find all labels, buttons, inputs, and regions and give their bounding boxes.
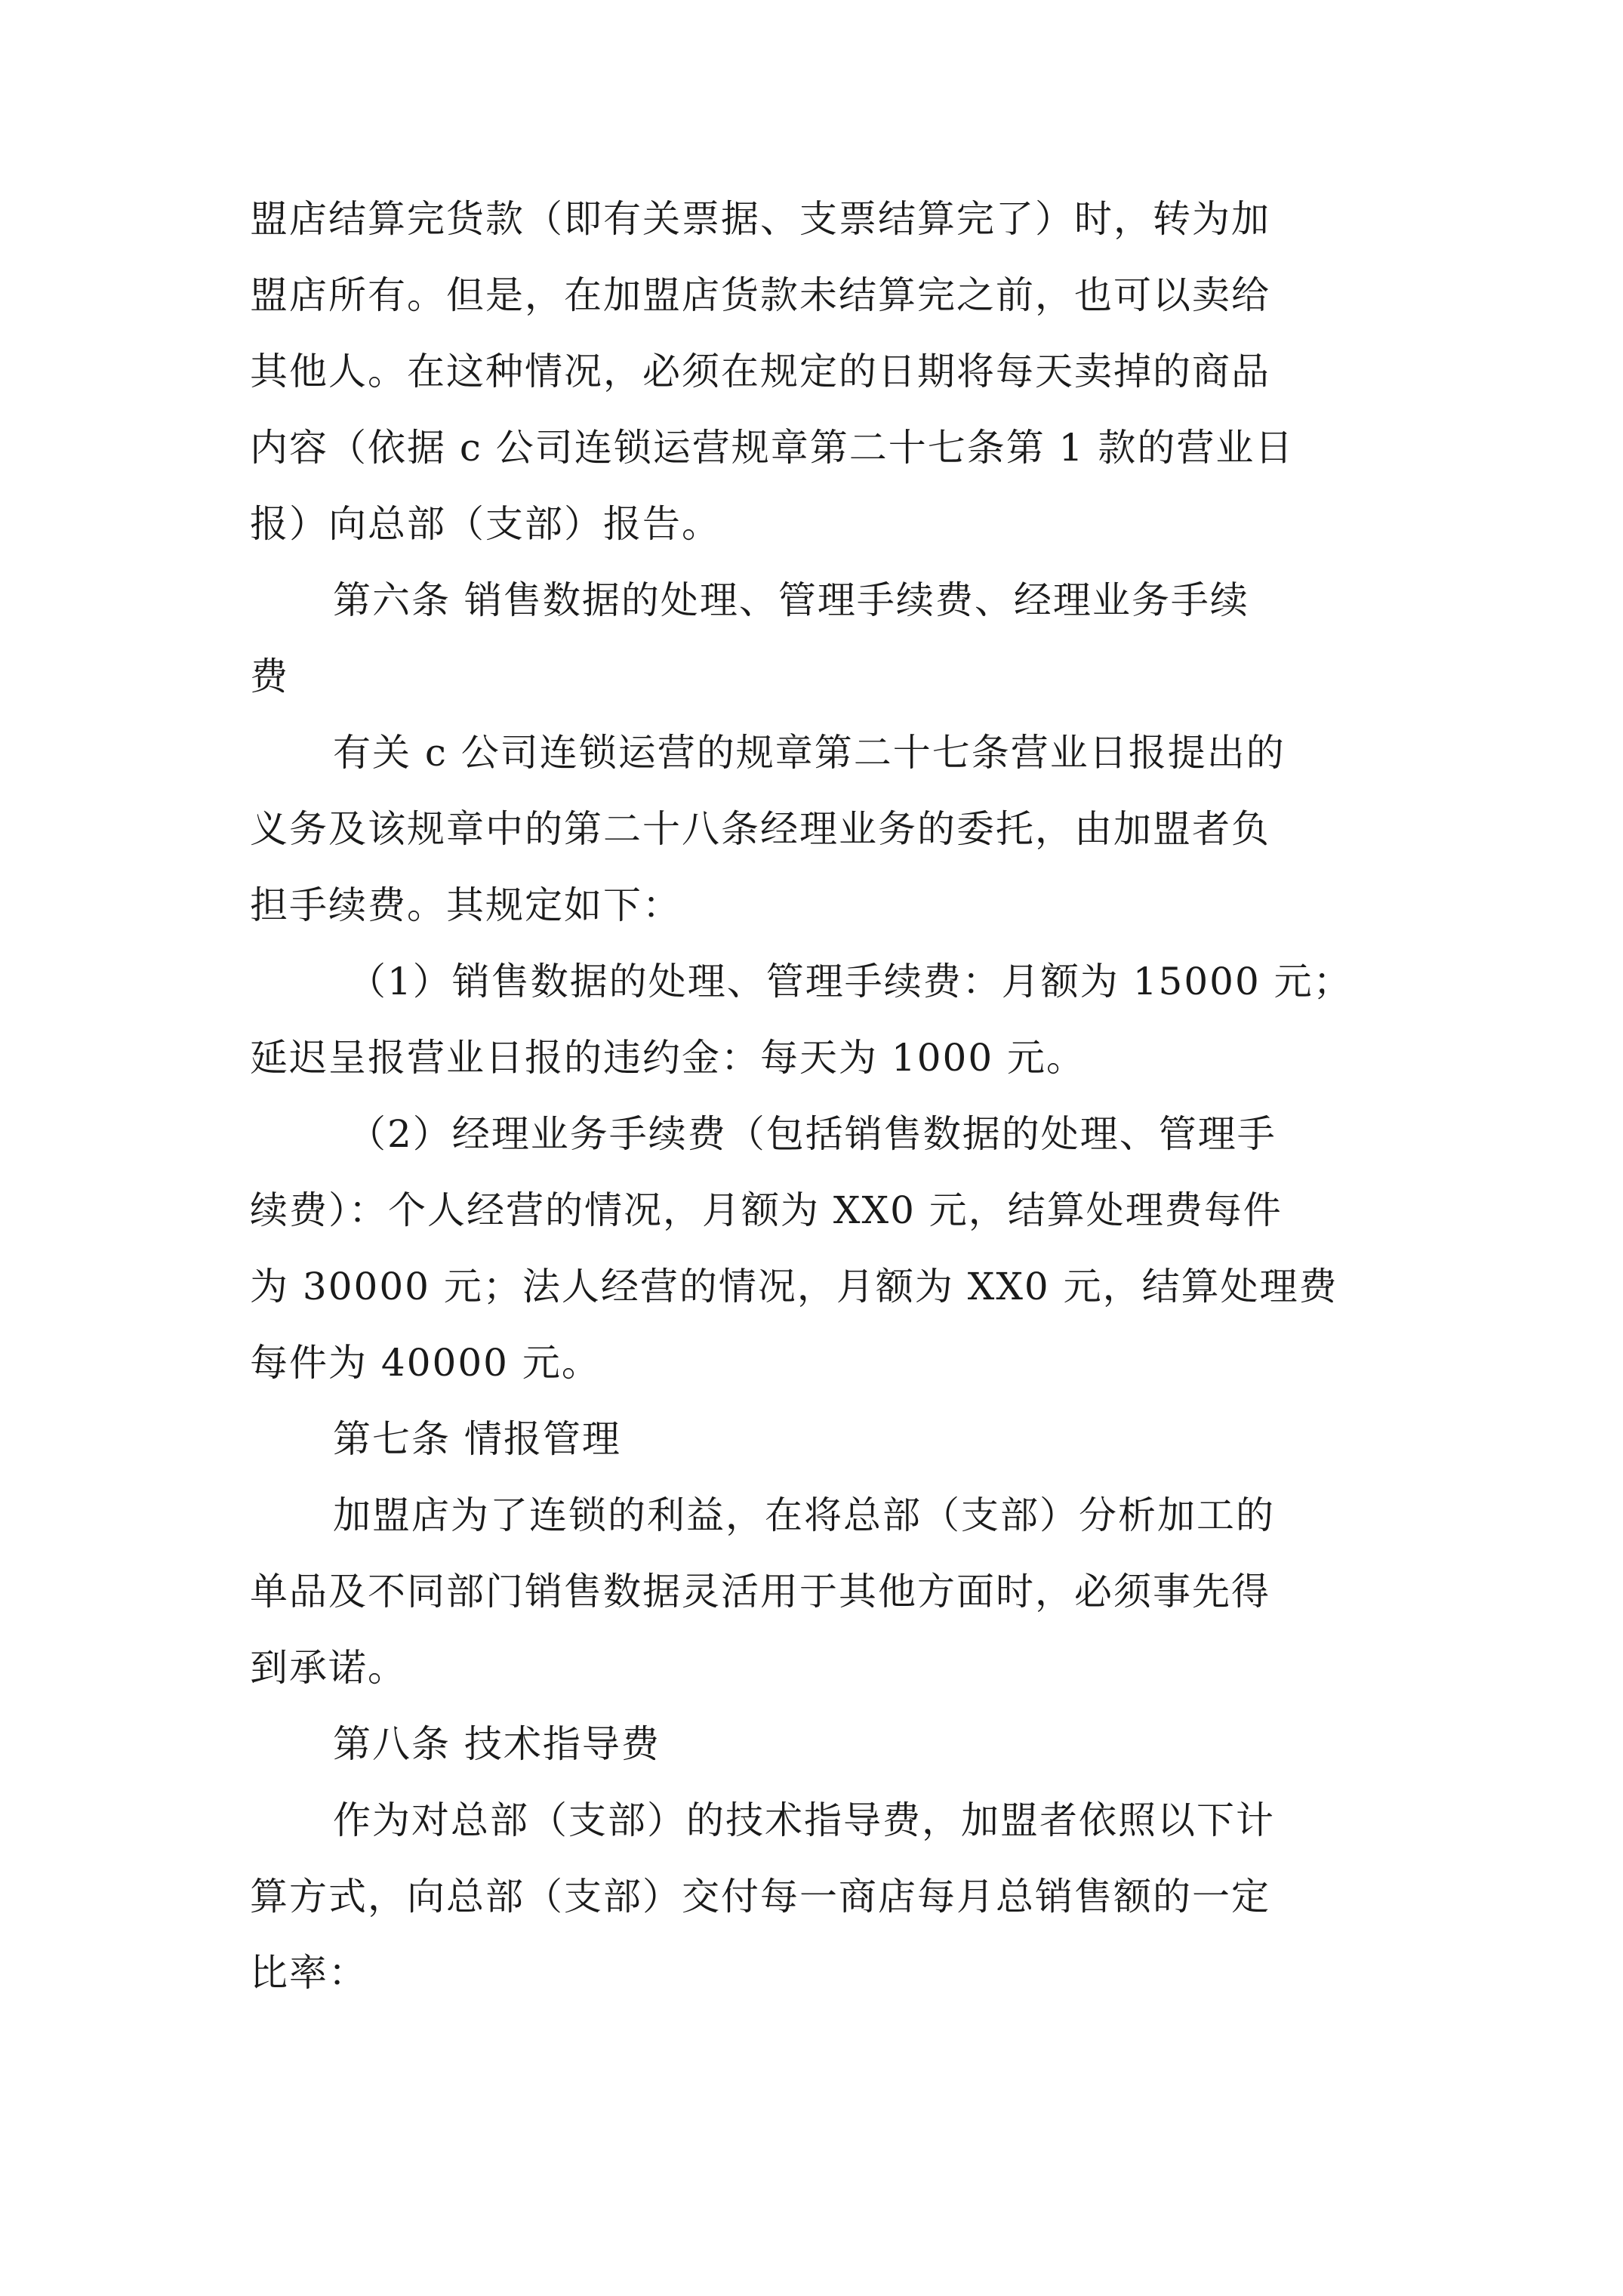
text-line: 内容（依据 c 公司连锁运营规章第二十七条第 1 款的营业日	[250, 426, 1295, 470]
text-line: 担手续费。其规定如下：	[250, 883, 682, 927]
text-line: 到承诺。	[250, 1646, 407, 1690]
text-line: 每件为 40000 元。	[250, 1341, 601, 1385]
text-line: 单品及不同部门销售数据灵活用于其他方面时，必须事先得	[250, 1570, 1270, 1613]
text-line: （2）经理业务手续费（包括销售数据的处理、管理手	[348, 1112, 1277, 1156]
article-6-item-2	[250, 1096, 1397, 1401]
text-line: 作为对总部（支部）的技术指导费，加盟者依照以下计	[333, 1798, 1275, 1842]
article-7-body	[250, 1478, 1397, 1706]
text-line: 有关 c 公司连锁运营的规章第二十七条营业日报提出的	[333, 731, 1286, 775]
text-line: （1）销售数据的处理、管理手续费：月额为 15000 元；	[348, 960, 1353, 1003]
text-line: 算方式，向总部（支部）交付每一商店每月总销售额的一定	[250, 1875, 1270, 1918]
article-8-body	[250, 1783, 1397, 2011]
text-line: 比率：	[250, 1951, 368, 1995]
article-7-heading	[250, 1401, 1397, 1478]
text-line: 报）向总部（支部）报告。	[250, 502, 721, 546]
article-6-item-1	[250, 944, 1397, 1096]
text-line: 第七条 情报管理	[333, 1417, 621, 1461]
paragraph-continuation	[250, 181, 1397, 562]
text-line: 为 30000 元；法人经营的情况，月额为 XX0 元，结算处理费	[250, 1265, 1338, 1308]
text-line: 第八条 技术指导费	[333, 1722, 661, 1766]
text-line: 费	[250, 655, 289, 698]
text-line: 延迟呈报营业日报的违约金：每天为 1000 元。	[250, 1036, 1086, 1080]
text-line: 其他人。在这种情况，必须在规定的日期将每天卖掉的商品	[250, 350, 1270, 393]
article-8-heading	[250, 1706, 1397, 1783]
text-line: 义务及该规章中的第二十八条经理业务的委托，由加盟者负	[250, 807, 1270, 851]
article-6-body	[250, 715, 1397, 944]
text-line: 盟店所有。但是，在加盟店货款未结算完之前，也可以卖给	[250, 273, 1270, 317]
text-line: 第六条 销售数据的处理、管理手续费、经理业务手续	[333, 578, 1249, 622]
text-line: 盟店结算完货款（即有关票据、支票结算完了）时，转为加	[250, 197, 1270, 241]
document-body	[250, 181, 1397, 2011]
article-6-heading	[250, 562, 1397, 715]
text-line: 加盟店为了连锁的利益，在将总部（支部）分析加工的	[333, 1493, 1275, 1537]
text-line: 续费）：个人经营的情况，月额为 XX0 元，结算处理费每件	[250, 1188, 1283, 1232]
